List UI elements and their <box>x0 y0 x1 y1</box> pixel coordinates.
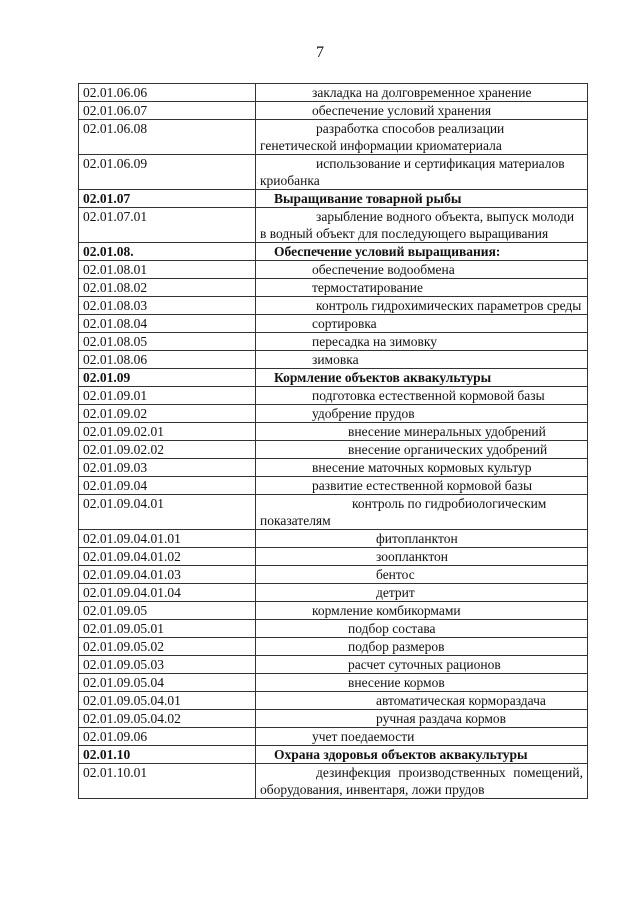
table-row <box>79 155 588 190</box>
row-code: 02.01.09.01 <box>79 387 256 405</box>
table-row <box>79 369 588 387</box>
row-code: 02.01.09.06 <box>79 728 256 746</box>
table-row <box>79 387 588 405</box>
table-row <box>79 405 588 423</box>
classification-table <box>78 83 588 799</box>
row-code: 02.01.09.04.01.04 <box>79 584 256 602</box>
row-description: зоопланктон <box>256 548 588 566</box>
row-code: 02.01.08.04 <box>79 315 256 333</box>
row-description: контроль гидрохимических параметров среды <box>256 297 588 315</box>
table-row <box>79 746 588 764</box>
table-row <box>79 102 588 120</box>
row-description: пересадка на зимовку <box>256 333 588 351</box>
row-description: подготовка естественной кормовой базы <box>256 387 588 405</box>
row-code: 02.01.09.04 <box>79 477 256 495</box>
table-row <box>79 333 588 351</box>
row-description: учет поедаемости <box>256 728 588 746</box>
row-code: 02.01.08.05 <box>79 333 256 351</box>
table-row <box>79 120 588 155</box>
table-row <box>79 261 588 279</box>
row-code: 02.01.10.01 <box>79 764 256 799</box>
row-description: расчет суточных рационов <box>256 656 588 674</box>
table-body <box>79 84 588 799</box>
row-description: зарыбление водного объекта, выпуск молоди в водный объект для последующего выращивания <box>256 208 588 243</box>
table-row <box>79 530 588 548</box>
section-heading: Кормление объектов аквакультуры <box>256 369 588 387</box>
row-description: удобрение прудов <box>256 405 588 423</box>
table-row <box>79 495 588 530</box>
table-row <box>79 620 588 638</box>
table-row <box>79 441 588 459</box>
table-row <box>79 674 588 692</box>
row-description: зимовка <box>256 351 588 369</box>
row-code: 02.01.09.05.04.01 <box>79 692 256 710</box>
row-code: 02.01.09.05.04 <box>79 674 256 692</box>
table-row <box>79 710 588 728</box>
row-description: подбор размеров <box>256 638 588 656</box>
row-code: 02.01.09.04.01.01 <box>79 530 256 548</box>
row-code: 02.01.09.05 <box>79 602 256 620</box>
row-code: 02.01.09.02 <box>79 405 256 423</box>
row-description: контроль по гидробиологическим показателям <box>256 495 588 530</box>
row-description: внесение минеральных удобрений <box>256 423 588 441</box>
table-row <box>79 315 588 333</box>
row-code: 02.01.09.02.02 <box>79 441 256 459</box>
table-row <box>79 84 588 102</box>
table-row <box>79 566 588 584</box>
table-row <box>79 584 588 602</box>
row-description: подбор состава <box>256 620 588 638</box>
row-description: ручная раздача кормов <box>256 710 588 728</box>
table-row <box>79 190 588 208</box>
row-description: закладка на долговременное хранение <box>256 84 588 102</box>
row-description: внесение маточных кормовых культур <box>256 459 588 477</box>
row-code: 02.01.08.03 <box>79 297 256 315</box>
table-row <box>79 243 588 261</box>
section-heading: Охрана здоровья объектов аквакультуры <box>256 746 588 764</box>
row-code: 02.01.09.04.01.03 <box>79 566 256 584</box>
table-row <box>79 208 588 243</box>
row-description: кормление комбикормами <box>256 602 588 620</box>
table-row <box>79 351 588 369</box>
table-row <box>79 764 588 799</box>
row-description: использование и сертификация материалов криобанка <box>256 155 588 190</box>
row-description: обеспечение водообмена <box>256 261 588 279</box>
row-description: термостатирование <box>256 279 588 297</box>
row-code: 02.01.06.07 <box>79 102 256 120</box>
section-heading: Выращивание товарной рыбы <box>256 190 588 208</box>
row-description: разработка способов реализации генетической информации криоматериала <box>256 120 588 155</box>
row-code: 02.01.06.09 <box>79 155 256 190</box>
row-description: развитие естественной кормовой базы <box>256 477 588 495</box>
table-row <box>79 279 588 297</box>
row-code: 02.01.09.05.04.02 <box>79 710 256 728</box>
row-code: 02.01.09.05.01 <box>79 620 256 638</box>
row-code: 02.01.09.02.01 <box>79 423 256 441</box>
row-code: 02.01.09.04.01 <box>79 495 256 530</box>
table-row <box>79 423 588 441</box>
row-code: 02.01.06.08 <box>79 120 256 155</box>
row-code: 02.01.08.02 <box>79 279 256 297</box>
row-code: 02.01.09.05.02 <box>79 638 256 656</box>
row-code: 02.01.10 <box>79 746 256 764</box>
row-code: 02.01.09.05.03 <box>79 656 256 674</box>
row-code: 02.01.07 <box>79 190 256 208</box>
table-row <box>79 477 588 495</box>
row-code: 02.01.08. <box>79 243 256 261</box>
table-row <box>79 692 588 710</box>
row-code: 02.01.09.03 <box>79 459 256 477</box>
row-description: детрит <box>256 584 588 602</box>
row-description: автоматическая кормораздача <box>256 692 588 710</box>
table-row <box>79 548 588 566</box>
row-code: 02.01.09.04.01.02 <box>79 548 256 566</box>
row-description: обеспечение условий хранения <box>256 102 588 120</box>
row-code: 02.01.06.06 <box>79 84 256 102</box>
row-description: бентос <box>256 566 588 584</box>
row-code: 02.01.08.01 <box>79 261 256 279</box>
row-code: 02.01.09 <box>79 369 256 387</box>
row-description: сортировка <box>256 315 588 333</box>
table-row <box>79 297 588 315</box>
section-heading: Обеспечение условий выращивания: <box>256 243 588 261</box>
page-number: 7 <box>316 44 324 61</box>
table-row <box>79 602 588 620</box>
table-row <box>79 728 588 746</box>
row-code: 02.01.08.06 <box>79 351 256 369</box>
row-description: дезинфекция производственных помещений, оборудования, инвентаря, ложи прудов <box>256 764 588 799</box>
row-code: 02.01.07.01 <box>79 208 256 243</box>
row-description: внесение кормов <box>256 674 588 692</box>
row-description: фитопланктон <box>256 530 588 548</box>
row-description: внесение органических удобрений <box>256 441 588 459</box>
table-row <box>79 638 588 656</box>
table-row <box>79 656 588 674</box>
table-row <box>79 459 588 477</box>
